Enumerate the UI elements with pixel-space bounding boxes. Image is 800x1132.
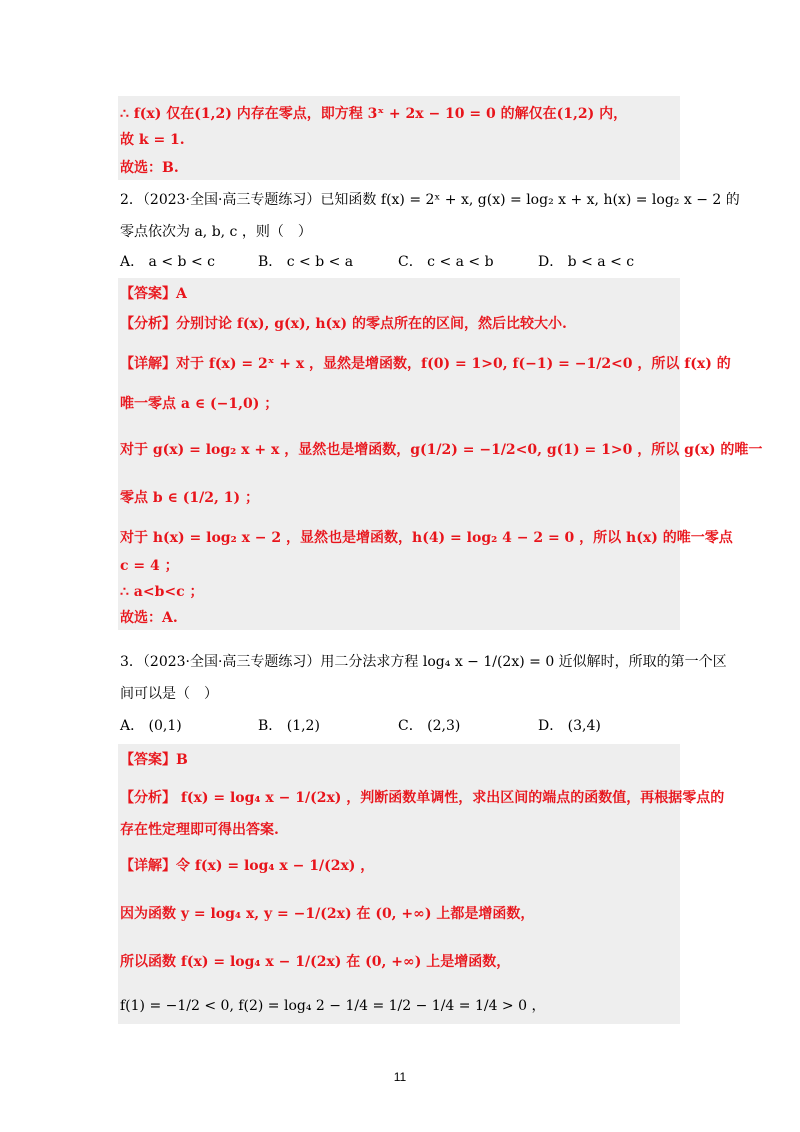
q2-stem-line-1: 2．（2023·全国·高三专题练习）已知函数 f(x) = 2ˣ + x, g(x) = log₂ x + x, h(x) = log₂ x − 2 的 <box>120 192 740 208</box>
q2-option-a: A． a < b < c <box>120 254 215 270</box>
q2-analysis: 【分析】分别讨论 f(x), g(x), h(x) 的零点所在的区间，然后比较大小. <box>120 316 567 332</box>
q3-detail-2: 因为函数 y = log₄ x, y = −1/(2x) 在 (0, +∞) 上都是增函数， <box>120 906 535 922</box>
q3-stem-line-2: 间可以是（ ） <box>120 686 218 702</box>
q2-option-b: B． c < b < a <box>258 254 354 270</box>
page-number: 11 <box>393 1070 407 1084</box>
top-line-1: ∴ f(x) 仅在(1,2) 内存在零点，即方程 3ˣ + 2x − 10 = 0 的解仅在(1,2) 内， <box>120 106 628 122</box>
q2-detail-5: 对于 h(x) = log₂ x − 2 ，显然也是增函数，h(4) = log₂ 4 − 2 = 0 ，所以 h(x) 的唯一零点 <box>120 530 733 546</box>
q3-detail-1: 【详解】令 f(x) = log₄ x − 1/(2x) ， <box>120 858 375 874</box>
q3-option-a: A． (0,1) <box>120 718 182 734</box>
q3-answer: 【答案】B <box>120 752 188 768</box>
q2-detail-2: 唯一零点 a ∈ (−1,0) ； <box>120 396 279 412</box>
q2-detail-4: 零点 b ∈ (1/2, 1) ； <box>120 490 259 506</box>
q2-detail-6: c = 4 ； <box>120 558 179 574</box>
q3-option-c: C． (2,3) <box>398 718 461 734</box>
top-line-2: 故 k = 1. <box>120 132 185 148</box>
q2-option-d: D． b < a < c <box>538 254 635 270</box>
q2-option-c: C． c < a < b <box>398 254 494 270</box>
q2-detail-3: 对于 g(x) = log₂ x + x ，显然也是增函数，g(1/2) = −1/2<0, g(1) = 1>0 ，所以 g(x) 的唯一 <box>120 442 763 458</box>
solution-box-q3 <box>118 744 725 1024</box>
q2-detail-7: ∴ a<b<c ； <box>120 584 204 600</box>
q2-detail-1: 【详解】对于 f(x) = 2ˣ + x ，显然是增函数，f(0) = 1>0, f(−1) = −1/2<0 ，所以 f(x) 的 <box>120 356 731 372</box>
q3-stem-line-1: 3．（2023·全国·高三专题练习）用二分法求方程 log₄ x − 1/(2x) = 0 近似解时，所取的第一个区 <box>120 654 727 670</box>
top-line-3: 故选：B. <box>120 160 179 176</box>
q3-detail-4: f(1) = −1/2 < 0, f(2) = log₄ 2 − 1/4 = 1/2 − 1/4 = 1/4 > 0 ， <box>120 998 546 1014</box>
q2-choose: 故选：A. <box>120 610 178 626</box>
q2-answer: 【答案】A <box>120 286 187 302</box>
q3-analysis-1: 【分析】 f(x) = log₄ x − 1/(2x) ，判断函数单调性，求出区间的端点的函数值，再根据零点的 <box>120 790 725 806</box>
q2-stem-line-2: 零点依次为 a, b, c ，则（ ） <box>120 224 312 240</box>
q3-detail-3: 所以函数 f(x) = log₄ x − 1/(2x) 在 (0, +∞) 上是增函数， <box>120 954 511 970</box>
q3-analysis-2: 存在性定理即可得出答案. <box>120 822 279 838</box>
q3-option-b: B． (1,2) <box>258 718 320 734</box>
q3-option-d: D． (3,4) <box>538 718 601 734</box>
